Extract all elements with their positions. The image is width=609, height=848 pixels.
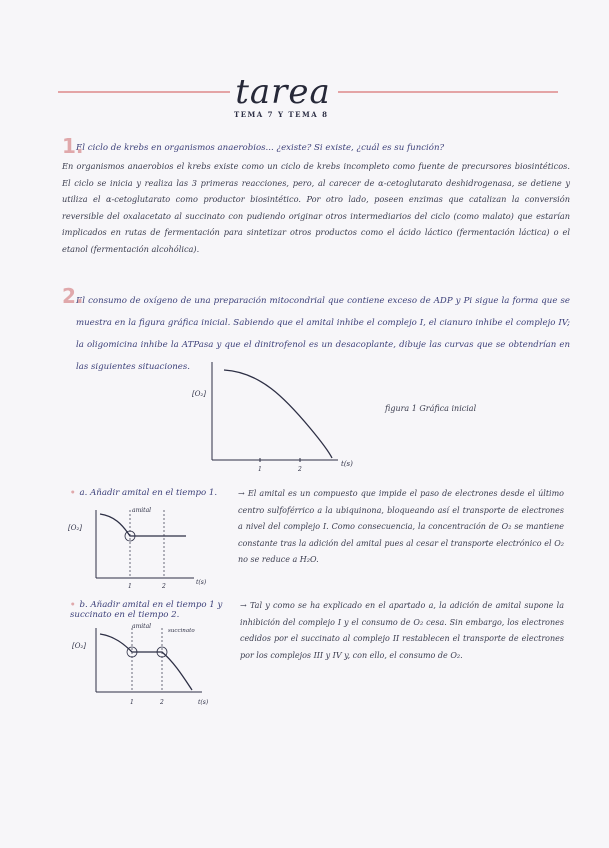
figure-caption: figura 1 Gráfica inicial	[385, 404, 477, 413]
graph-a-annot-amital: amital	[132, 507, 152, 514]
initial-graph-tick-label-1: 1	[258, 466, 262, 473]
question-1-number: 1.	[62, 134, 84, 158]
subquestion-b-label	[70, 600, 236, 620]
subquestion-b-answer	[240, 598, 564, 664]
graph-b-tick-label-2: 2	[160, 699, 164, 706]
title-rule-left	[58, 91, 230, 93]
subquestion-b-answer-text: Tal y como se ha explicado en el apartado a, la adición de amital supone la inhibición del complejo I y el consumo de O₂ cesa. Sin embargo, los electrones cedidos por el succinato al complejo II restablecen el transporte de electrones por los complejos III y IV y, con ello, el consumo de O₂.	[240, 601, 564, 660]
initial-graph-ylabel: [O₂]	[192, 390, 207, 398]
question-1-text: El ciclo de krebs en organismos anaerobios... ¿existe? Si existe, ¿cuál es su función?	[76, 143, 445, 153]
subquestion-b-bullet: •	[70, 600, 76, 610]
graph-a-xlabel: t(s)	[196, 579, 207, 586]
graph-b	[70, 620, 220, 710]
graph-b-curve	[100, 634, 192, 690]
initial-graph-curve	[224, 370, 332, 458]
subquestion-a-answer	[238, 486, 564, 569]
subquestion-b-text: b. Añadir amital en el tiempo 1 y succinato en el tiempo 2.	[70, 600, 223, 620]
subquestion-a-answer-text: El amital es un compuesto que impide el paso de electrones desde el último centro sulfoférrico a la ubiquinona, bloqueando así el transporte de electrones a nivel del complejo I. Como consecuencia, la concentración de O₂ se mantiene constante tras la adición del amital pues al cesar el transporte electrónico el O₂ no se reduce a H₂O.	[238, 489, 564, 564]
graph-b-annot-amital: amital	[132, 623, 152, 630]
question-1-answer: En organismos anaerobios el krebs existe como un ciclo de krebs incompleto como fuente de precursores biosintéticos. El ciclo se inicia y realiza las 3 primeras reacciones, pero, al carecer de α-cetoglutarato deshidrogenasa, se detiene y utiliza el α-cetoglutarato como productor biosintético. Por otro lado, poseen enzimas que catalizan la conversión reversible del oxalacetato al succinato con pudiendo originar otros intermediarios del ciclo (como malato) que estarían implicados en rutas de fermentación para sintetizar otros productos como el ácido láctico (fermentación láctica) o el etanol (fermentación alcohólica).	[62, 161, 570, 254]
graph-a-tick-label-2: 2	[162, 583, 166, 590]
question-2-number: 2.	[62, 284, 84, 308]
question-1	[62, 134, 570, 257]
graph-a-tick-label-1: 1	[128, 583, 132, 590]
graph-a	[66, 500, 216, 592]
initial-graph	[190, 358, 370, 480]
initial-graph-xlabel: t(s)	[341, 460, 353, 468]
subquestion-a-bullet: •	[70, 488, 76, 498]
page-title: tarea	[235, 72, 331, 112]
graph-b-xlabel: t(s)	[198, 699, 209, 706]
graph-b-ylabel: [O₂]	[72, 642, 87, 650]
graph-b-tick-label-1: 1	[130, 699, 134, 706]
graph-a-ylabel: [O₂]	[68, 524, 83, 532]
page-subtitle: TEMA 7 Y TEMA 8	[234, 110, 329, 119]
graph-b-annot-succinato: succinato	[168, 628, 195, 634]
question-2-text: El consumo de oxígeno de una preparación mitocondrial que contiene exceso de ADP y Pi sigue la forma que se muestra en la figura gráfica inicial. Sabiendo que el amital inhibe el complejo I, el cianuro inhibe el complejo IV; la oligomicina inhibe la ATPasa y que el dinitrofenol es un desacoplante, dibuje las curvas que se obtendrían en las siguientes situaciones.	[76, 296, 570, 372]
subquestion-a-arrow: →	[238, 489, 245, 498]
subquestion-a-label	[70, 488, 266, 498]
graph-a-curve	[100, 514, 186, 536]
initial-graph-tick-label-2: 2	[298, 466, 302, 473]
subquestion-b-arrow: →	[240, 601, 247, 610]
title-rule-right	[338, 91, 558, 93]
subquestion-a-text: a. Añadir amital en el tiempo 1.	[79, 488, 218, 498]
